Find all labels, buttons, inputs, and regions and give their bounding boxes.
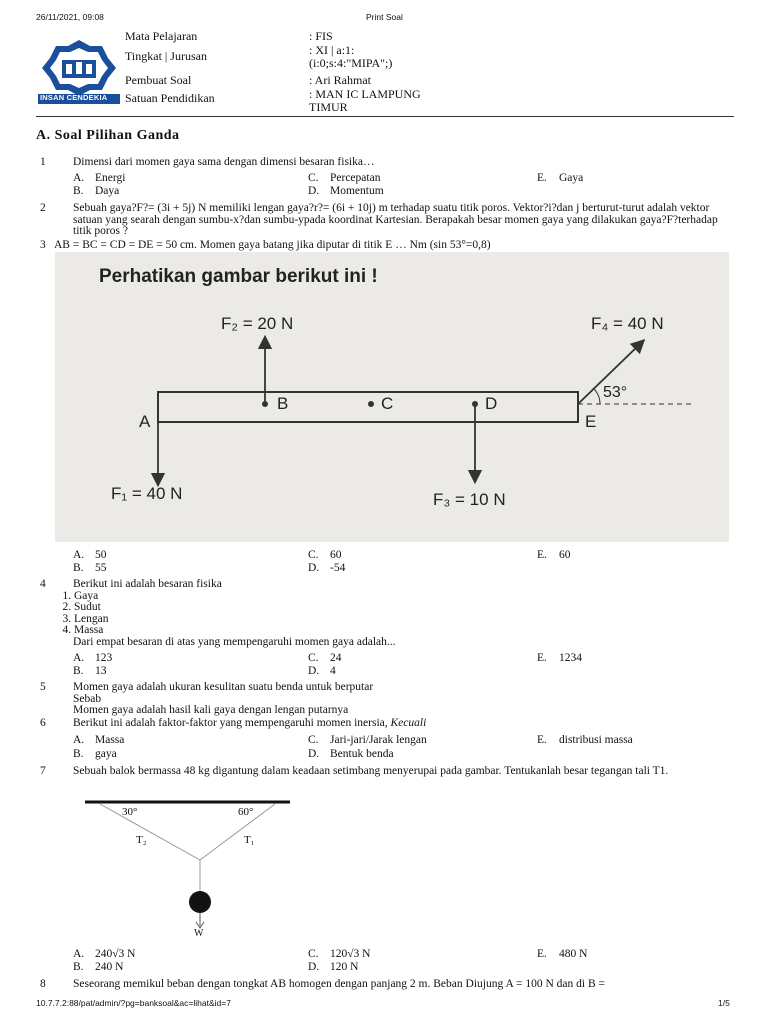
meta-table [125,30,455,114]
option-e[interactable]: E. distribusi massa [537,734,633,746]
option-d[interactable]: D. Bentuk benda [308,748,394,760]
school-logo [38,38,120,104]
label-f1: F₁ = 40 N [111,484,183,503]
label-f3: F₃ = 10 N [433,490,506,509]
logo-text: INSAN CENDEKIA [40,93,108,102]
question-1 [36,157,736,169]
question-text: Momen gaya adalah ukuran kesulitan suatu benda untuk berputar [73,681,374,693]
meta-key: Satuan Pendidikan [125,91,215,105]
question-2 [36,203,736,238]
question-number: 6 [40,717,46,729]
meta-value: : XI | a:1: (i:0;s:4:"MIPA";) [309,43,393,70]
quantity-list [36,591,736,637]
options-1 [73,173,713,197]
question-number: 8 [40,978,46,990]
question-text: Sebuah balok bermassa 48 kg digantung dalam keadaan setimbang menyerupai pada gambar. Tentukanlah besar tegangan tali T1. [73,765,669,777]
angle-right: 60° [238,806,254,818]
option-d[interactable]: D. -54 [308,562,346,574]
option-c[interactable]: C. Jari-jari/Jarak lengan [308,734,427,746]
question-text: Berikut ini adalah faktor-faktor yang mempengaruhi momen inersia, [73,717,388,729]
point-c: C [381,394,394,413]
question-4 [36,579,736,648]
option-b[interactable]: B. gaya [73,748,117,760]
point-a: A [139,412,151,431]
option-b[interactable]: B. 55 [73,562,107,574]
label-f4: F₄ = 40 N [591,314,664,333]
question-emphasis: Kecuali [390,717,427,729]
option-c[interactable]: C. 120√3 N [308,948,371,960]
option-e[interactable]: E. 60 [537,549,571,561]
question-number: 7 [40,765,46,777]
options-3 [73,550,713,574]
question-text: Seseorang memikul beban dengan tongkat AB homogen dengan panjang 2 m. Beban Diujung A = 100 N dan di B = [73,978,605,990]
option-a[interactable]: A. Energi [73,172,126,184]
label-t1: T₁ [244,834,255,846]
header-divider [36,116,734,117]
option-d[interactable]: D. Momentum [308,185,384,197]
figure-heading: Perhatikan gambar berikut ini ! [99,266,378,287]
option-a[interactable]: A. 50 [73,549,107,561]
option-c[interactable]: C. 24 [308,652,342,664]
list-item: 1. Gaya [74,591,736,603]
option-b[interactable]: B. 240 N [73,961,124,973]
option-d[interactable]: D. 120 N [308,961,359,973]
option-a[interactable]: A. 123 [73,652,113,664]
question-3 [36,240,736,252]
list-item: 3. Lengan [74,614,736,626]
option-b[interactable]: B. 13 [73,665,107,677]
question-text: AB = BC = CD = DE = 50 cm. Momen gaya batang jika diputar di titik E … Nm (sin 53°=0,8) [54,239,491,251]
question-number: 4 [40,578,46,590]
option-e[interactable]: E. 480 N [537,948,588,960]
label-f2: F₂ = 20 N [221,314,294,333]
question-8 [36,979,736,991]
question-reason: Momen gaya adalah hasil kali gaya dengan lengan putarnya [73,704,349,716]
meta-value: : MAN IC LAMPUNG TIMUR [309,87,421,114]
question-5 [36,682,736,717]
label-angle: 53° [603,384,628,401]
options-7 [73,949,713,973]
option-e[interactable]: E. 1234 [537,652,582,664]
point-d: D [485,394,498,413]
lever-force-figure [55,252,729,542]
angle-left: 30° [122,806,138,818]
question-text: Sebuah gaya?F?= (3i + 5j) N memiliki lengan gaya?r?= (6i + 10j) m terhadap suatu titik poros. Vektor?i?dan j berturut-turut adalah vektor satuan yang searah dengan sumbu-x?dan sumbu-ypada koordinat Kartesian. Berapakah besar momen gaya yang dilakukan gaya?F?terhadap titik poros ? [73,202,718,237]
page-url: 10.7.7.2:88/pat/admin/?pg=banksoal&ac=lihat&id=7 [36,998,231,1008]
option-b[interactable]: B. Daya [73,185,120,197]
point-b: B [277,394,289,413]
option-d[interactable]: D. 4 [308,665,336,677]
page-number: 1/5 [718,998,730,1008]
question-number: 2 [40,202,46,214]
section-title: A. Soal Pilihan Ganda [36,128,180,143]
print-datetime: 26/11/2021, 09:08 [36,12,104,22]
option-c[interactable]: C. Percepatan [308,172,381,184]
meta-key: Tingkat | Jurusan [125,49,207,63]
question-7 [36,766,736,778]
meta-value: : FIS [309,29,333,43]
hanging-mass-figure [80,796,300,942]
meta-key: Pembuat Soal [125,73,192,87]
question-text: Berikut ini adalah besaran fisika [73,578,222,590]
question-number: 5 [40,681,46,693]
label-w: W [194,928,204,939]
options-4 [73,653,713,677]
option-a[interactable]: A. 240√3 N [73,948,136,960]
option-a[interactable]: A. Massa [73,734,125,746]
meta-value: : Ari Rahmat [309,73,371,87]
point-e: E [585,412,597,431]
label-t2: T₂ [136,834,147,846]
question-text: Dimensi dari momen gaya sama dengan dimensi besaran fisika… [73,156,375,168]
options-6 [73,735,713,759]
list-item: 4. Massa [74,625,736,637]
print-title: Print Soal [366,12,403,22]
meta-key: Mata Pelajaran [125,29,198,43]
question-number: 3 [40,239,46,251]
question-6 [36,718,736,730]
list-item: 2. Sudut [74,602,736,614]
question-followup: Dari empat besaran di atas yang mempengaruhi momen gaya adalah... [73,635,396,648]
option-c[interactable]: C. 60 [308,549,342,561]
question-connector: Sebab [73,692,102,705]
option-e[interactable]: E. Gaya [537,172,584,184]
question-number: 1 [40,156,46,168]
